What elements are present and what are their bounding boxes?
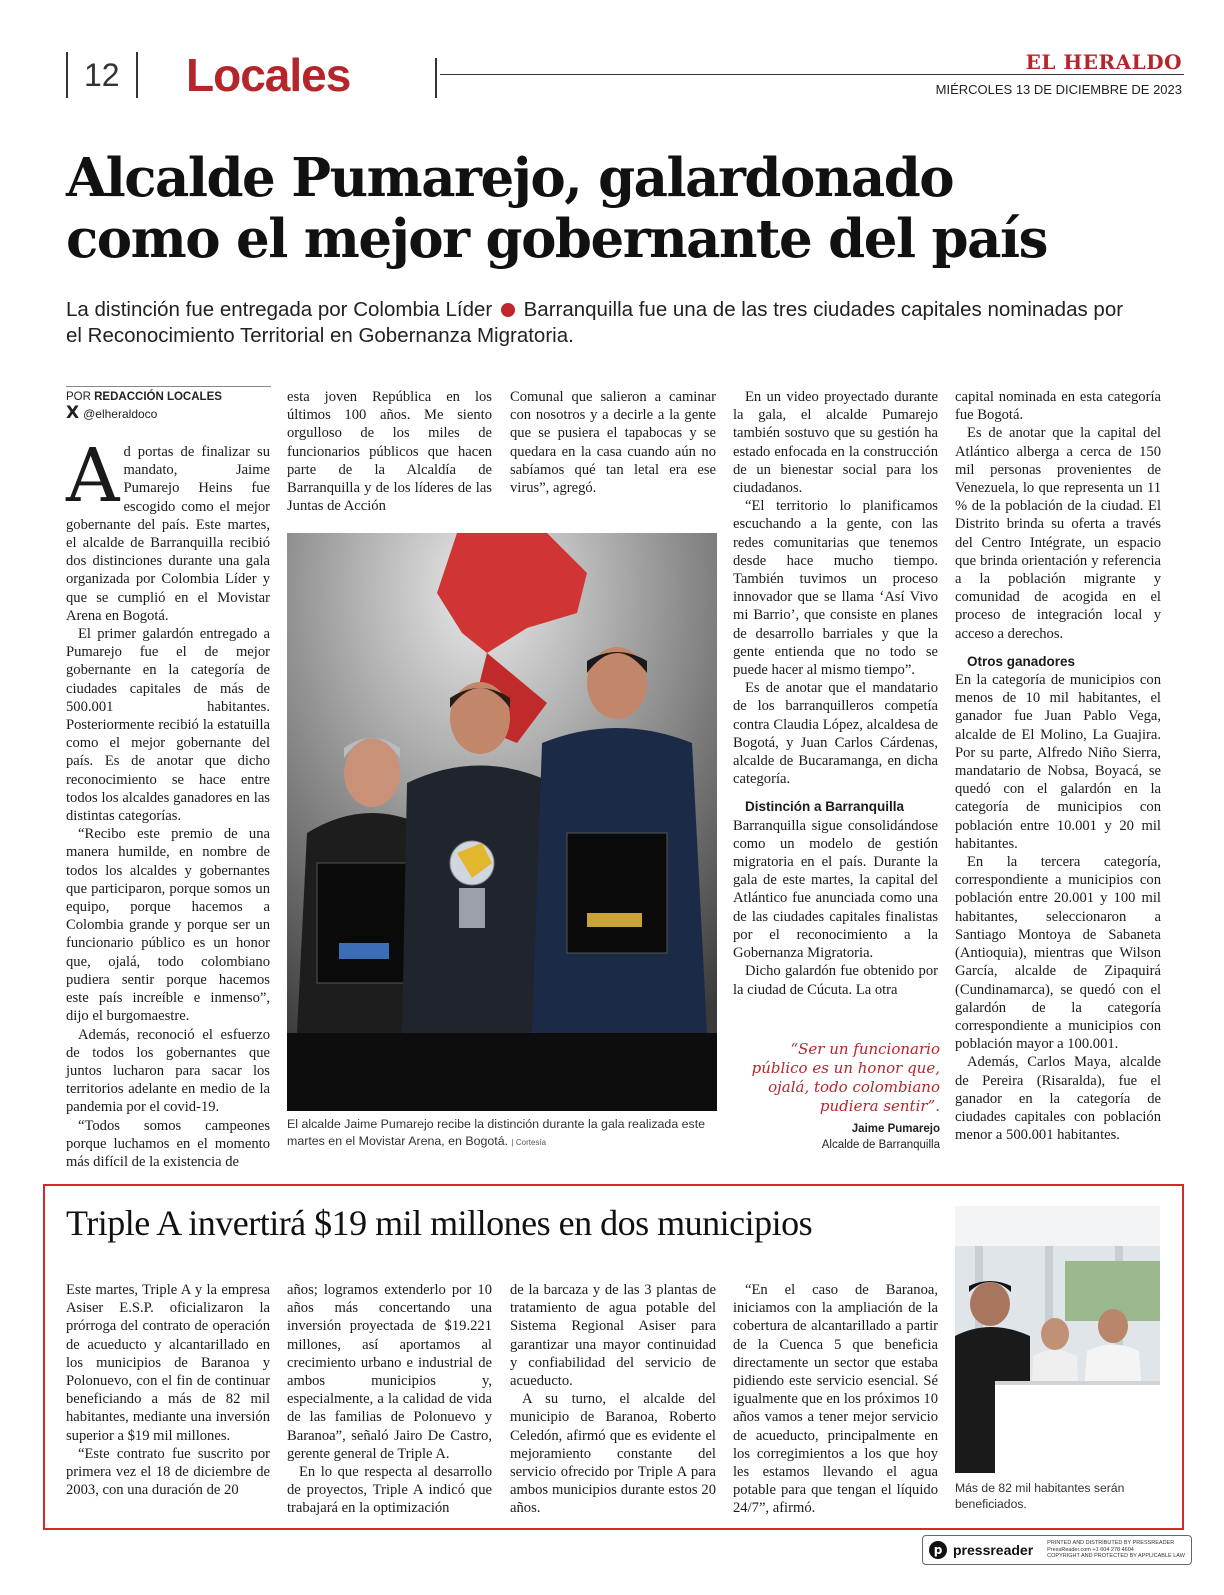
pressreader-badge[interactable] (922, 1535, 1192, 1565)
paragraph: “Todos somos campeones porque luchamos en el momento más difícil de la existencia de (66, 1117, 270, 1170)
byline (66, 386, 271, 421)
quote-role: Alcalde de Barranquilla (821, 1139, 940, 1151)
paragraph: Comunal que salieron a caminar con nosotros y a decirle a la gente que se pusiera el tapabocas y se quedara en la casa cuando aún no sabíamos qué tan letal era ese virus”, agregó. (510, 389, 716, 497)
x-logo-icon: X (66, 403, 80, 423)
photo-credit: | Cortesía (511, 1138, 547, 1147)
bullet-dot-icon (501, 303, 515, 317)
pressreader-notice: PRINTED AND DISTRIBUTED BY PRESSREADER PressReader.com +1 604 278 4604 COPYRIGHT AND PROTECTED BY APPLICABLE LAW (1047, 1540, 1185, 1560)
handle-text: @elheraldoco (83, 406, 158, 421)
pull-quote: “Ser un funcionario público es un honor que, ojalá, todo colombiano pudiera sentir”. (751, 1040, 940, 1115)
masthead-rule (440, 74, 1184, 75)
social-handle[interactable] (66, 403, 271, 423)
deck-part-2: Barranquilla fue una de las tres ciudades capitales nominadas por el Reconocimiento Territorial en Gobernanza Migratoria. (66, 298, 1124, 347)
article-deck (66, 297, 1126, 349)
paragraph: Es de anotar que el mandatario de los barranquilleros competía contra Claudia López, alcaldesa de Bogotá, y Juan Carlos Cárdenas, alcalde de Bucaramanga, en dicha categoría. (733, 680, 938, 788)
sidebar-photo-caption: Más de 82 mil habitantes serán beneficiados. (955, 1481, 1125, 1511)
paragraph: En la tercera categoría, correspondiente a municipios con población entre 20.001 y 100 mil habitantes, seleccionaron a Santiago Montoya de Sabaneta (Antioquia), mientras que Wilson García, alcalde de Zipaquirá (Cundinamarca), se quedó con el galardón de la categoría correspondiente a municipios con población mayor a 100.001. (955, 854, 1161, 1053)
paragraph: años; logramos extenderlo por 10 años más concertando una inversión proyectada de $19.221 millones, así aportamos al crecimiento urbano e industrial de ambos municipios y, especialmente, a la calidad de vida de las familias de Polonuevo y Baranoa”, señaló Jairo De Castro, gerente general de Triple A. (287, 1282, 492, 1462)
paragraph: En un video proyectado durante la gala, el alcalde Pumarejo también sostuvo que su gestión ha estado enfocada en la construcción de un bienestar social para los ciudadanos. (733, 389, 938, 497)
paragraph: “Recibo este premio de una manera humilde, en nombre de todos los alcaldes y gobernantes que participaron, porque somos un equipo, porque hacemos a Colombia grande y porque ser un funcionario público es un honor que, ojalá, todo colombiano pudiera sentir porque hacemos este país increíble e inmenso”, dijo el burgomaestre. (66, 826, 270, 1025)
pressreader-brand: pressreader (953, 1542, 1034, 1558)
newspaper-name: EL HERALDO (1025, 50, 1182, 74)
article-column-2 (287, 388, 492, 515)
byline-prefix: POR (66, 391, 91, 403)
main-headline (66, 148, 1066, 270)
paragraph: “En el caso de Baranoa, iniciamos con la ampliación de la cobertura de alcantarillado a partir de la Cuenca 5 que beneficia directamente un sector que estaba pidiendo este servicio esencial. Sé igualmente que en los próximos 10 años vamos a tener mejor servicio de acueducto, principalmente en los corregimientos a los que hoy les estamos llevando el agua potable para que tengan el líquido 24/7”, afirmó. (733, 1282, 938, 1517)
paragraph: En la categoría de municipios con menos de 10 mil habitantes, el ganador fue Juan Pablo Vega, alcalde de El Molino, La Guajira. Por su parte, Alfredo Niño Sierra, mandatario de Nobsa, Boyacá, se quedó con el galardón en la categoría de municipios con población entre 10.001 y 20 mil habitantes. (955, 672, 1161, 852)
article-column-3 (510, 388, 716, 497)
sidebar-column-2 (287, 1281, 492, 1518)
quote-attribution (740, 1121, 940, 1153)
subhead-distincion: Distinción a Barranquilla (745, 799, 905, 815)
article-column-1 (66, 433, 270, 1171)
photo-caption: El alcalde Jaime Pumarejo recibe la distinción durante la gala realizada este martes en el Movistar Arena, en Bogotá. | Cortesía (287, 1117, 706, 1148)
paragraph: Dicho galardón fue obtenido por la ciudad de Cúcuta. La otra (733, 963, 938, 998)
paragraph: de la barcaza y de las 3 plantas de tratamiento de agua potable del Sistema Regional Asiser para garantizar una mayor continuidad y confiabilidad del servicio de acueducto. (510, 1282, 716, 1390)
paragraph: Barranquilla sigue consolidándose como un modelo de gestión migratoria en el país. Durante la gala de este martes, la capital del Atlántico fue anunciada como una de las ciudades capitales finalistas por el reconocimiento a la Gobernanza Migratoria. (733, 817, 938, 962)
subhead-otros-ganadores: Otros ganadores (967, 653, 1076, 669)
paragraph: capital nominada en esta categoría fue Bogotá. (955, 389, 1161, 424)
article-column-4 (733, 388, 938, 999)
paragraph: El primer galardón entregado a Pumarejo fue el de mejor gobernante en la categoría de ciudades capitales de más de 500.001 habitantes. Posteriormente recibió la estatuilla como el mejor gobernante del país. Es de anotar que dicho reconocimiento se hace entre todos los alcaldes ganadores en las distintas categorías. (66, 626, 270, 825)
paragraph: Ad portas de finalizar su mandato, Jaime Pumarejo Heins fue escogido como el mejor gobernante del país. Este martes, el alcalde de Barranquilla recibió dos distinciones durante una gala organizada por Colombia Líder y que se cumplió en el Movistar Arena en Bogotá. (66, 433, 270, 624)
byline-author: REDACCIÓN LOCALES (94, 391, 222, 403)
article-column-5 (955, 388, 1161, 1144)
paragraph: Es de anotar que la capital del Atlántico alberga a cerca de 150 mil personas provenientes de Venezuela, lo que representa un 11 % de la población de la ciudad. El Distrito brinda su oferta a través del Centro Intégrate, un espacio que brinda orientación y referencia a la población migrante y comunidad de acogida en el proceso de integración local y acceso a derechos. (955, 425, 1161, 642)
paragraph: Este martes, Triple A y la empresa Asiser E.S.P. oficializaron la prórroga del contrato de operación de acueducto y alcantarillado en los municipios de Baranoa y Polonuevo, con el fin de continuar beneficiando a más de 82 mil habitantes, mediante una inversión superior a $19 mil millones. (66, 1282, 270, 1444)
meeting-photo (955, 1206, 1160, 1473)
pressreader-logo-icon: p (929, 1541, 947, 1559)
deck-part-1: La distinción fue entregada por Colombia Líder (66, 298, 493, 321)
headline-line-2: como el mejor gobernante del país (66, 208, 1047, 270)
main-photo (287, 533, 717, 1111)
sidebar-column-4 (733, 1281, 938, 1518)
paragraph: En lo que respecta al desarrollo de proyectos, Triple A indicó que trabajará en la optimización (287, 1464, 492, 1517)
paragraph: Además, reconoció el esfuerzo de todos los gobernantes que juntos lucharon para sacar los territorios adelante en medio de la pandemia por el covid-19. (66, 1026, 270, 1116)
paragraph: esta joven República en los últimos 100 años. Me siento orgulloso de los miles de funcionarios públicos que hacen parte de la Alcaldía de Barranquilla y de los líderes de las Juntas de Acción (287, 389, 492, 515)
sidebar-column-1 (66, 1281, 270, 1499)
sidebar-headline: Triple A invertirá $19 mil millones en dos municipios (66, 1203, 813, 1243)
edition-date: MIÉRCOLES 13 DE DICIEMBRE DE 2023 (935, 82, 1182, 97)
award-ceremony-photo (287, 533, 717, 1111)
sidebar-column-3 (510, 1281, 716, 1518)
masthead-divider (435, 58, 437, 98)
section-title: Locales (186, 49, 351, 101)
sidebar-photo (955, 1206, 1160, 1473)
paragraph: “Este contrato fue suscrito por primera vez el 18 de diciembre de 2003, con una duración de 20 (66, 1445, 270, 1499)
paragraph: Además, Carlos Maya, alcalde de Pereira (Risaralda), fue el ganador en la categoría de ciudades capitales con población menor a 500.001 habitantes. (955, 1054, 1161, 1144)
drop-cap: A (66, 433, 120, 519)
headline-line-1: Alcalde Pumarejo, galardonado (66, 147, 954, 209)
quote-name: Jaime Pumarejo (851, 1123, 940, 1135)
paragraph: A su turno, el alcalde del municipio de Baranoa, Roberto Celedón, afirmó que es evidente el mejoramiento constante del servicio ofrecido por Triple A para ambos municipios durante estos 20 años. (510, 1391, 716, 1517)
page-number: 12 (66, 52, 138, 98)
paragraph: “El territorio lo planificamos escuchando a la gente, con las redes comunitarias que tenemos desde hace mucho tiempo. También tuvimos un proceso innovador que se llama ‘Así Vivo mi Barrio’, que consiste en planes de desarrollo barriales y que la gente entienda que no todo se puede hacer al mismo tiempo”. (733, 498, 938, 679)
